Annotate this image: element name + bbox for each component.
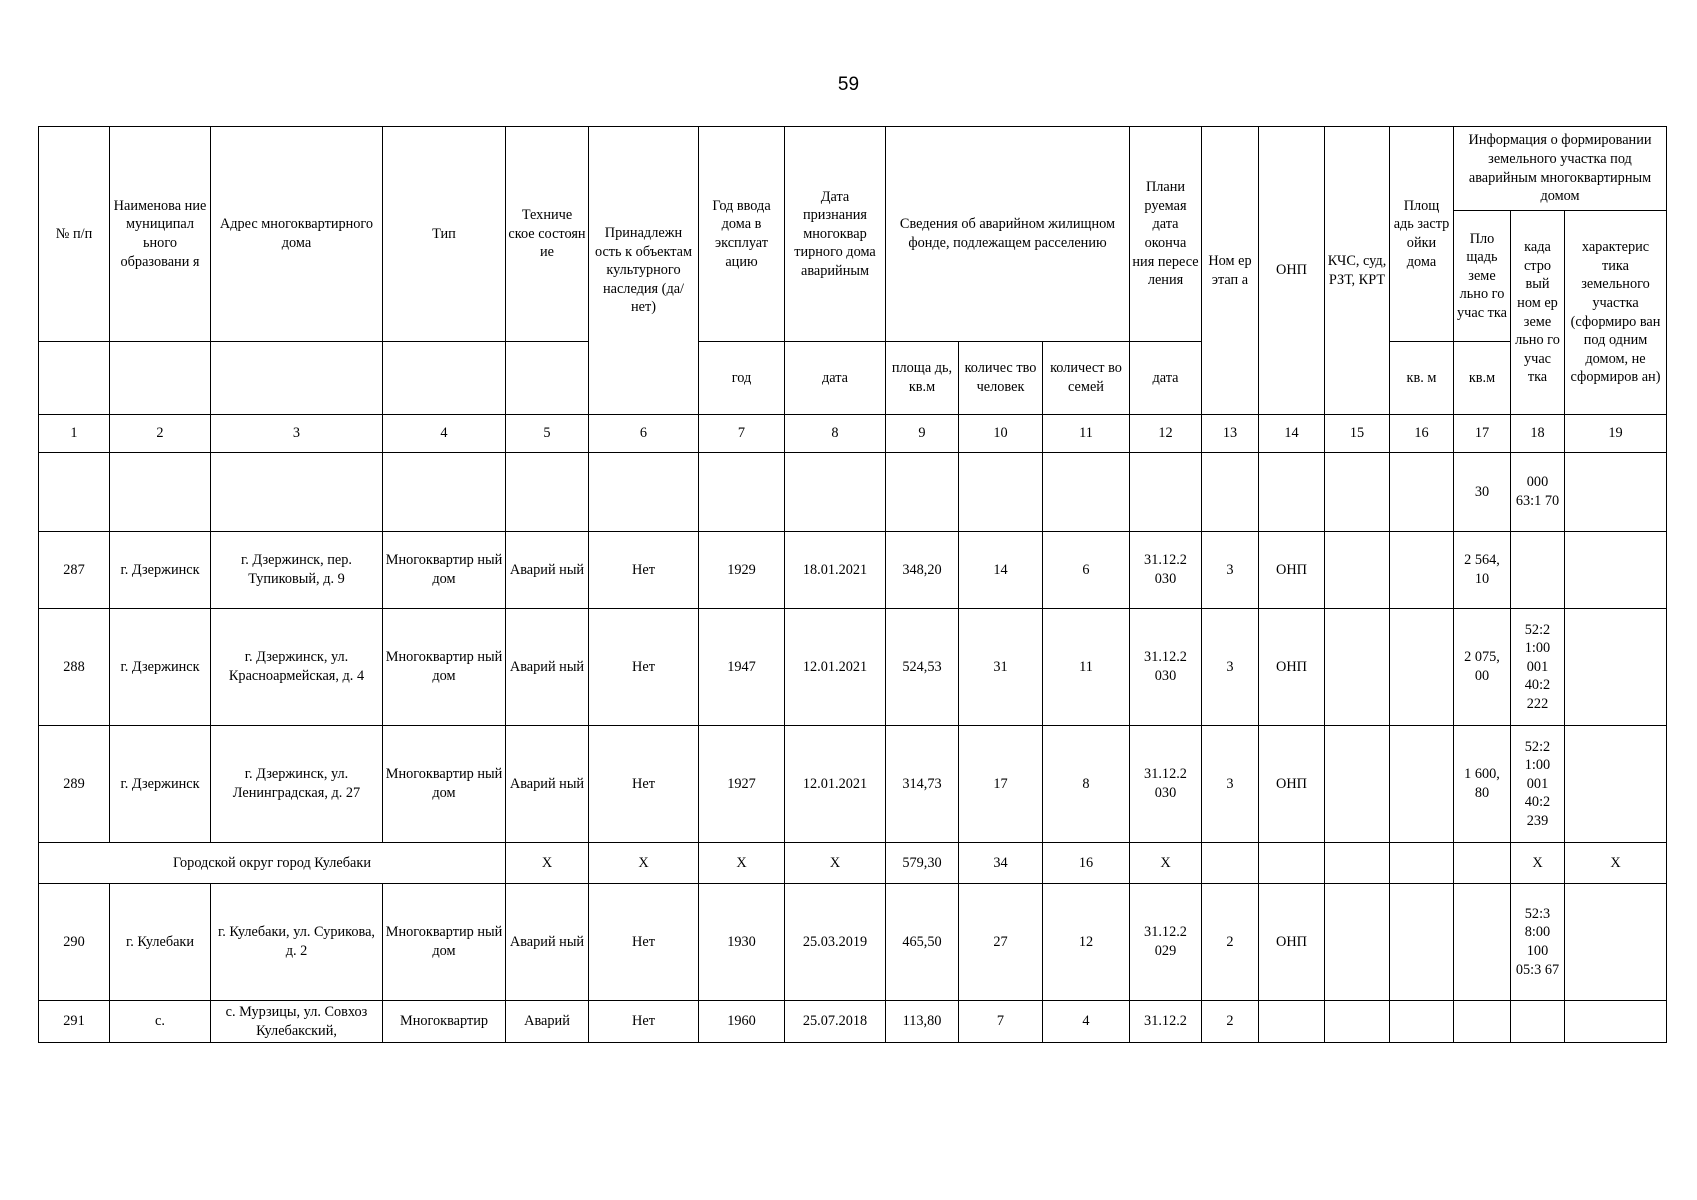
cell-heritage: Нет bbox=[589, 1001, 699, 1043]
table-row bbox=[39, 609, 1667, 726]
header-sub-people: количес тво человек bbox=[959, 342, 1043, 415]
header-year-commissioned: Год ввода дома в эксплуат ацию bbox=[699, 127, 785, 342]
table-cell bbox=[785, 453, 886, 532]
group-total-row bbox=[39, 843, 1667, 884]
cell-heritage: Нет bbox=[589, 884, 699, 1001]
cell-people: 17 bbox=[959, 726, 1043, 843]
table-cell bbox=[1565, 453, 1667, 532]
table-cell bbox=[589, 453, 699, 532]
cell-state: Аварий ный bbox=[506, 726, 589, 843]
table-cell bbox=[886, 453, 959, 532]
cell-people: 27 bbox=[959, 884, 1043, 1001]
header-sub-building-unit: кв. м bbox=[1390, 342, 1454, 415]
cell-plan-date: 31.12.2 030 bbox=[1130, 609, 1202, 726]
cell-plan-date: 31.12.2 bbox=[1130, 1001, 1202, 1043]
column-number: 2 bbox=[110, 415, 211, 453]
cell-families: 8 bbox=[1043, 726, 1130, 843]
cell-number: 289 bbox=[39, 726, 110, 843]
table-cell bbox=[1259, 1001, 1325, 1043]
cell-state: Аварий ный bbox=[506, 884, 589, 1001]
column-number: 19 bbox=[1565, 415, 1667, 453]
cell-municipality: г. Кулебаки bbox=[110, 884, 211, 1001]
cell-cadastral-number: 52:2 1:00 001 40:2 222 bbox=[1511, 609, 1565, 726]
cell-year: 1927 bbox=[699, 726, 785, 843]
cell-heritage: Нет bbox=[589, 532, 699, 609]
cell-stage: 3 bbox=[1202, 532, 1259, 609]
cell-stage: 2 bbox=[1202, 884, 1259, 1001]
cell-state: Аварий bbox=[506, 1001, 589, 1043]
header-row-3 bbox=[39, 342, 1667, 415]
header-sub-blank-5 bbox=[506, 342, 589, 415]
cell-cadastral-number: 52:3 8:00 100 05:3 67 bbox=[1511, 884, 1565, 1001]
cell-building-area bbox=[1390, 609, 1454, 726]
header-land-area: Пло щадь земе льно го учас тка bbox=[1454, 211, 1511, 342]
header-sub-families: количест во семей bbox=[1043, 342, 1130, 415]
table-row bbox=[39, 1001, 1667, 1043]
cell-heritage: Нет bbox=[589, 609, 699, 726]
column-number: 18 bbox=[1511, 415, 1565, 453]
header-type: Тип bbox=[383, 127, 506, 342]
header-sub-year: год bbox=[699, 342, 785, 415]
table-cell bbox=[1325, 1001, 1390, 1043]
header-sub-area: площа дь, кв.м bbox=[886, 342, 959, 415]
header-sub-blank-2 bbox=[110, 342, 211, 415]
column-number: 12 bbox=[1130, 415, 1202, 453]
group-cell-year: Х bbox=[699, 843, 785, 884]
cell-year: 1947 bbox=[699, 609, 785, 726]
table-cell bbox=[1325, 453, 1390, 532]
cell-date: 25.03.2019 bbox=[785, 884, 886, 1001]
header-number: № п/п bbox=[39, 127, 110, 342]
cell-onp: ОНП bbox=[1259, 726, 1325, 843]
header-planned-date: Плани руемая дата оконча ния пересе ления bbox=[1130, 127, 1202, 342]
cell-type: Многоквартир bbox=[383, 1001, 506, 1043]
header-row-1 bbox=[39, 127, 1667, 211]
cell-stage: 3 bbox=[1202, 609, 1259, 726]
table-row bbox=[39, 884, 1667, 1001]
table-cell bbox=[1259, 843, 1325, 884]
cell-kchs bbox=[1325, 726, 1390, 843]
header-heritage: Принадлежн ость к объектам культурного наследия (да/нет) bbox=[589, 127, 699, 415]
group-cell-people: 34 bbox=[959, 843, 1043, 884]
column-number-row bbox=[39, 415, 1667, 453]
header-sub-blank-1 bbox=[39, 342, 110, 415]
group-cell-heritage: Х bbox=[589, 843, 699, 884]
table-row bbox=[39, 532, 1667, 609]
cell-address: г. Кулебаки, ул. Сурикова, д. 2 bbox=[211, 884, 383, 1001]
table-cell bbox=[1325, 884, 1390, 1001]
cell-area: 524,53 bbox=[886, 609, 959, 726]
group-cell-families: 16 bbox=[1043, 843, 1130, 884]
cell-cadastral-number: 000 63:1 70 bbox=[1511, 453, 1565, 532]
cell-kchs bbox=[1325, 609, 1390, 726]
cell-municipality: с. bbox=[110, 1001, 211, 1043]
column-number: 3 bbox=[211, 415, 383, 453]
table-cell bbox=[1565, 1001, 1667, 1043]
column-number: 14 bbox=[1259, 415, 1325, 453]
cell-number: 290 bbox=[39, 884, 110, 1001]
cell-type: Многоквартир ный дом bbox=[383, 532, 506, 609]
table-cell bbox=[1202, 843, 1259, 884]
table-cell bbox=[1325, 843, 1390, 884]
cell-number: 291 bbox=[39, 1001, 110, 1043]
column-number: 8 bbox=[785, 415, 886, 453]
cell-address: г. Дзержинск, ул. Ленинградская, д. 27 bbox=[211, 726, 383, 843]
column-number: 1 bbox=[39, 415, 110, 453]
cell-people: 31 bbox=[959, 609, 1043, 726]
table-cell bbox=[1511, 1001, 1565, 1043]
header-sub-plan-date: дата bbox=[1130, 342, 1202, 415]
cell-area: 465,50 bbox=[886, 884, 959, 1001]
table-cell bbox=[1454, 884, 1511, 1001]
group-title: Городской округ город Кулебаки bbox=[39, 843, 506, 884]
table-cell bbox=[699, 453, 785, 532]
cell-building-area bbox=[1390, 532, 1454, 609]
cell-type: Многоквартир ный дом bbox=[383, 609, 506, 726]
cell-state: Аварий ный bbox=[506, 609, 589, 726]
table-cell bbox=[1390, 884, 1454, 1001]
table-cell bbox=[110, 453, 211, 532]
column-number: 6 bbox=[589, 415, 699, 453]
cell-number: 288 bbox=[39, 609, 110, 726]
table-cell bbox=[1390, 843, 1454, 884]
table-cell bbox=[959, 453, 1043, 532]
table-cell bbox=[1454, 1001, 1511, 1043]
table-cell bbox=[506, 453, 589, 532]
cell-stage: 2 bbox=[1202, 1001, 1259, 1043]
cell-year: 1929 bbox=[699, 532, 785, 609]
cell-municipality: г. Дзержинск bbox=[110, 609, 211, 726]
header-technical-state: Техниче ское состоян ие bbox=[506, 127, 589, 342]
cell-date: 12.01.2021 bbox=[785, 726, 886, 843]
cell-address: г. Дзержинск, ул. Красноармейская, д. 4 bbox=[211, 609, 383, 726]
group-cell-state: Х bbox=[506, 843, 589, 884]
cell-municipality: г. Дзержинск bbox=[110, 726, 211, 843]
header-sub-blank-4 bbox=[383, 342, 506, 415]
table-cell bbox=[1454, 843, 1511, 884]
column-number: 17 bbox=[1454, 415, 1511, 453]
cell-state: Аварий ный bbox=[506, 532, 589, 609]
group-cell-plan-date: Х bbox=[1130, 843, 1202, 884]
header-land-plot-info: Информация о формировании земельного участка под аварийным многоквартирным домом bbox=[1454, 127, 1667, 211]
header-kchs: КЧС, суд, РЗТ, КРТ bbox=[1325, 127, 1390, 415]
column-number: 11 bbox=[1043, 415, 1130, 453]
header-address: Адрес многоквартирного дома bbox=[211, 127, 383, 342]
cell-municipality: г. Дзержинск bbox=[110, 532, 211, 609]
group-cell-characteristic: Х bbox=[1565, 843, 1667, 884]
header-municipality: Наименова ние муниципал ьного образовани я bbox=[110, 127, 211, 342]
cell-area: 314,73 bbox=[886, 726, 959, 843]
page-number: 59 bbox=[837, 74, 860, 95]
cell-type: Многоквартир ный дом bbox=[383, 884, 506, 1001]
cell-address: с. Мурзицы, ул. Совхоз Кулебакский, bbox=[211, 1001, 383, 1043]
group-cell-cadastral: Х bbox=[1511, 843, 1565, 884]
cell-land-area: 2 564, 10 bbox=[1454, 532, 1511, 609]
cell-type: Многоквартир ный дом bbox=[383, 726, 506, 843]
cell-onp: ОНП bbox=[1259, 884, 1325, 1001]
column-number: 7 bbox=[699, 415, 785, 453]
header-sub-land-unit: кв.м bbox=[1454, 342, 1511, 415]
column-number: 5 bbox=[506, 415, 589, 453]
header-sub-date: дата bbox=[785, 342, 886, 415]
cell-land-area: 2 075, 00 bbox=[1454, 609, 1511, 726]
column-number: 13 bbox=[1202, 415, 1259, 453]
header-stage: Ном ер этап а bbox=[1202, 127, 1259, 415]
cell-land-area: 30 bbox=[1454, 453, 1511, 532]
cell-cadastral-number bbox=[1511, 532, 1565, 609]
table-cell bbox=[1390, 453, 1454, 532]
group-cell-date: Х bbox=[785, 843, 886, 884]
table-cell bbox=[1130, 453, 1202, 532]
table-cell bbox=[1043, 453, 1130, 532]
table-cell bbox=[1390, 1001, 1454, 1043]
group-cell-area: 579,30 bbox=[886, 843, 959, 884]
cell-kchs bbox=[1325, 532, 1390, 609]
table-cell bbox=[1565, 884, 1667, 1001]
cell-year: 1930 bbox=[699, 884, 785, 1001]
cell-date: 12.01.2021 bbox=[785, 609, 886, 726]
cell-plan-date: 31.12.2 030 bbox=[1130, 532, 1202, 609]
table-cell bbox=[211, 453, 383, 532]
cell-land-characteristic bbox=[1565, 609, 1667, 726]
column-number: 4 bbox=[383, 415, 506, 453]
cell-number: 287 bbox=[39, 532, 110, 609]
cell-plan-date: 31.12.2 029 bbox=[1130, 884, 1202, 1001]
cell-people: 7 bbox=[959, 1001, 1043, 1043]
cell-heritage: Нет bbox=[589, 726, 699, 843]
cell-year: 1960 bbox=[699, 1001, 785, 1043]
emergency-housing-table bbox=[38, 126, 1667, 1043]
table-cell bbox=[39, 453, 110, 532]
cell-people: 14 bbox=[959, 532, 1043, 609]
column-number: 15 bbox=[1325, 415, 1390, 453]
cell-families: 4 bbox=[1043, 1001, 1130, 1043]
cell-onp: ОНП bbox=[1259, 532, 1325, 609]
cell-date: 18.01.2021 bbox=[785, 532, 886, 609]
header-recognition-date: Дата признания многоквар тирного дома аварийным bbox=[785, 127, 886, 342]
table-cell bbox=[1202, 453, 1259, 532]
cell-building-area bbox=[1390, 726, 1454, 843]
cell-land-characteristic bbox=[1565, 726, 1667, 843]
header-onp: ОНП bbox=[1259, 127, 1325, 415]
header-sub-blank-3 bbox=[211, 342, 383, 415]
table-cell bbox=[383, 453, 506, 532]
cell-families: 11 bbox=[1043, 609, 1130, 726]
header-fund-info: Сведения об аварийном жилищном фонде, подлежащем расселению bbox=[886, 127, 1130, 342]
header-cadastral-number: када стро вый ном ер земе льно го учас тка bbox=[1511, 211, 1565, 415]
header-land-characteristic: характерис тика земельного участка (сформиро ван под одним домом, не сформиров ан) bbox=[1565, 211, 1667, 415]
cell-stage: 3 bbox=[1202, 726, 1259, 843]
column-number: 9 bbox=[886, 415, 959, 453]
cell-families: 6 bbox=[1043, 532, 1130, 609]
table-row bbox=[39, 726, 1667, 843]
cell-onp: ОНП bbox=[1259, 609, 1325, 726]
cell-plan-date: 31.12.2 030 bbox=[1130, 726, 1202, 843]
column-number: 16 bbox=[1390, 415, 1454, 453]
cell-land-area: 1 600, 80 bbox=[1454, 726, 1511, 843]
table-cell bbox=[1259, 453, 1325, 532]
cell-area: 348,20 bbox=[886, 532, 959, 609]
cell-cadastral-number: 52:2 1:00 001 40:2 239 bbox=[1511, 726, 1565, 843]
cell-date: 25.07.2018 bbox=[785, 1001, 886, 1043]
continuation-row bbox=[39, 453, 1667, 532]
header-building-area: Площ адь застр ойки дома bbox=[1390, 127, 1454, 342]
cell-families: 12 bbox=[1043, 884, 1130, 1001]
cell-land-characteristic bbox=[1565, 532, 1667, 609]
cell-area: 113,80 bbox=[886, 1001, 959, 1043]
column-number: 10 bbox=[959, 415, 1043, 453]
cell-address: г. Дзержинск, пер. Тупиковый, д. 9 bbox=[211, 532, 383, 609]
